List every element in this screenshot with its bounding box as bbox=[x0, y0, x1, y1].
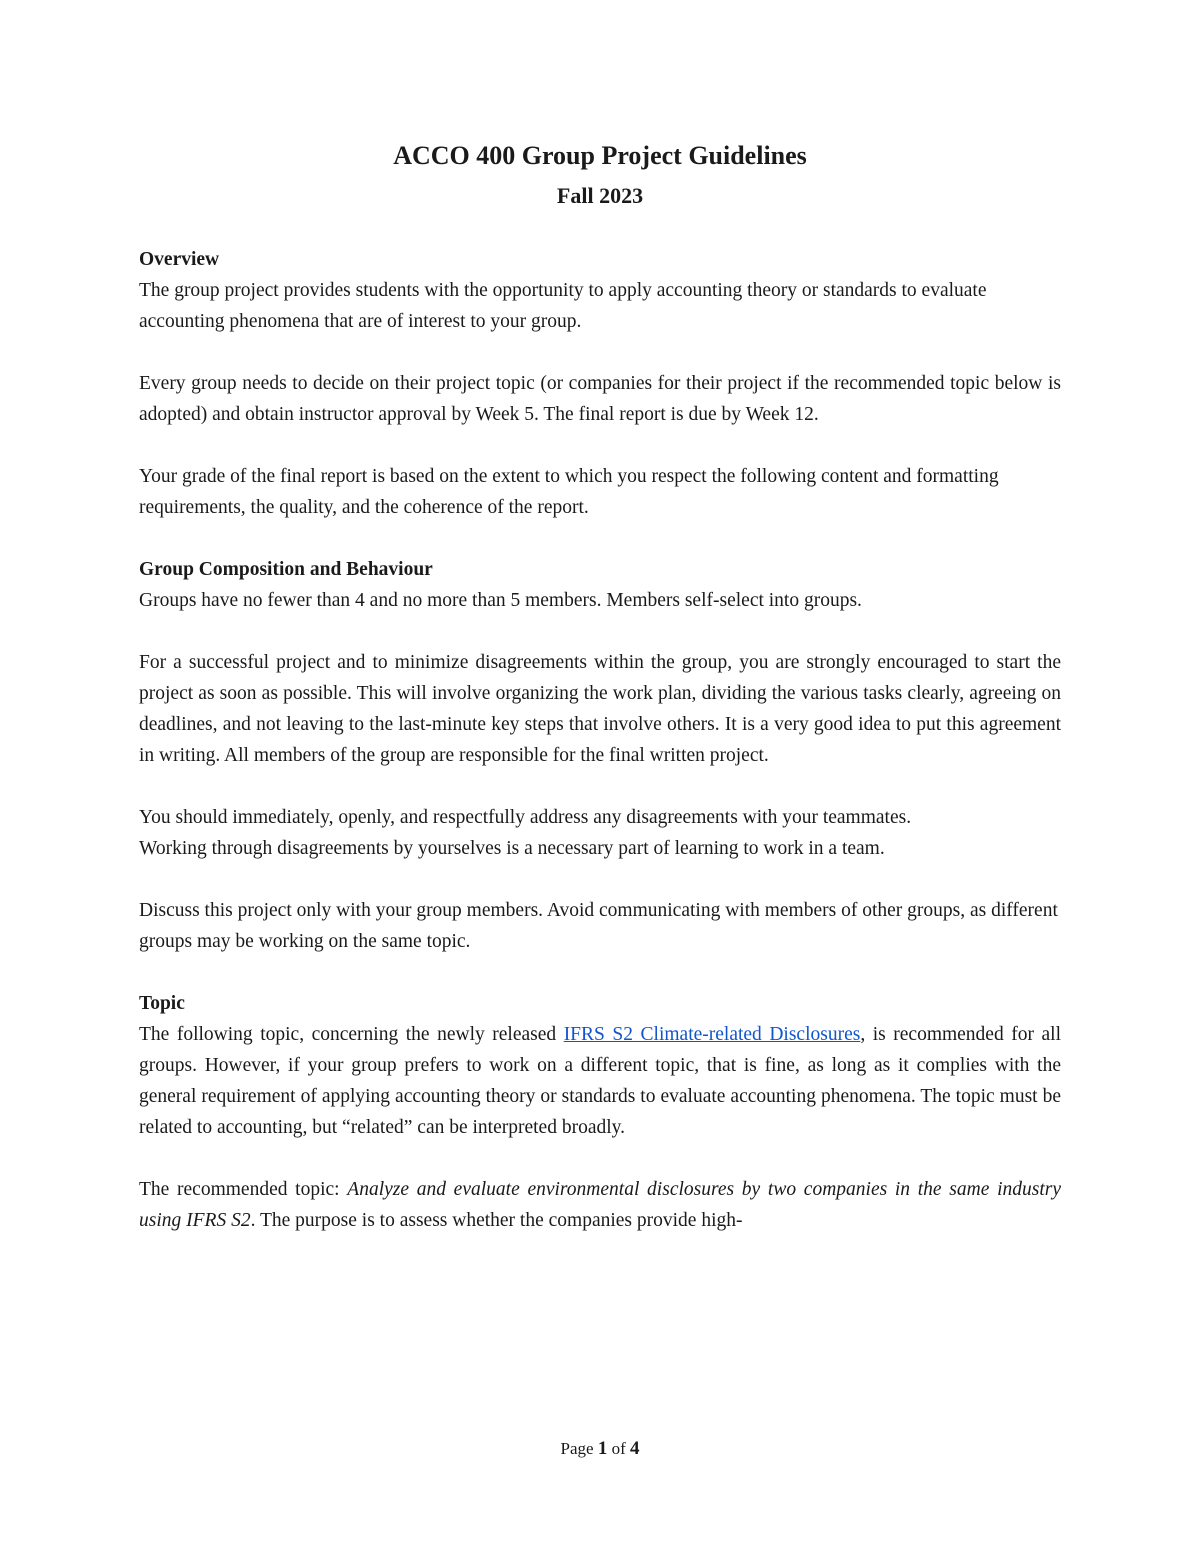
page-number: 1 bbox=[597, 1438, 608, 1459]
topic-paragraph-1 bbox=[139, 1019, 1061, 1143]
overview-heading: Overview bbox=[139, 249, 220, 270]
group-paragraph-4: Working through disagreements by yourselves is a necessary part of learning to work in a team. bbox=[139, 838, 885, 859]
ifrs-s2-link[interactable]: IFRS S2 Climate-related Disclosures bbox=[563, 1024, 861, 1045]
topic-text-after-link: , is recommended for all groups. However, if your group prefers to work on a different topic, that is fine, as long as it complies with the general requirement of applying accounting theory or standards to evaluate accounting phenomena. The topic must be related to accounting, but “related” can be interpreted broadly. bbox=[139, 1024, 1061, 1138]
overview-paragraph-1: The group project provides students with the opportunity to apply accounting theory or standards to evaluate accounting phenomena that are of interest to your group. bbox=[139, 280, 987, 332]
group-paragraph-2: For a successful project and to minimize disagreements within the group, you are strongly encouraged to start the project as soon as possible. This will involve organizing the work plan, dividing the various tasks clearly, agreeing on deadlines, and not leaving to the last-minute key steps that involve others. It is a very good idea to put this agreement in writing. All members of the group are responsible for the final written project. bbox=[139, 652, 1061, 766]
group-paragraph-5: Discuss this project only with your group members. Avoid communicating with members of other groups, as different groups may be working on the same topic. bbox=[139, 900, 1058, 952]
of-label: of bbox=[611, 1439, 626, 1458]
recommended-topic-label: The recommended topic: bbox=[139, 1179, 348, 1200]
topic-paragraph-2 bbox=[139, 1174, 1061, 1236]
group-heading: Group Composition and Behaviour bbox=[139, 559, 433, 580]
document-body bbox=[139, 244, 1061, 1236]
topic-text-before-link: The following topic, concerning the newly released bbox=[139, 1024, 564, 1045]
group-paragraph-3: You should immediately, openly, and respectfully address any disagreements with your teammates. bbox=[139, 807, 912, 828]
overview-paragraph-2: Every group needs to decide on their project topic (or companies for their project if the recommended topic below is adopted) and obtain instructor approval by Week 5. The final report is due by Week 12. bbox=[139, 373, 1061, 425]
recommended-topic-purpose: . The purpose is to assess whether the companies provide high- bbox=[250, 1210, 743, 1231]
document-subtitle: Fall 2023 bbox=[556, 183, 644, 208]
overview-paragraph-3: Your grade of the final report is based on the extent to which you respect the following content and formatting requirements, the quality, and the coherence of the report. bbox=[139, 466, 999, 518]
page-label: Page bbox=[560, 1439, 594, 1458]
page-total: 4 bbox=[629, 1438, 640, 1459]
recommended-topic-text: Analyze and evaluate environmental disclosures by two companies in the same industry using IFRS S2 bbox=[139, 1179, 1061, 1231]
document-title: ACCO 400 Group Project Guidelines bbox=[393, 141, 807, 170]
topic-heading: Topic bbox=[139, 993, 185, 1014]
group-paragraph-1: Groups have no fewer than 4 and no more than 5 members. Members self-select into groups. bbox=[139, 590, 862, 611]
page-footer bbox=[0, 1434, 1200, 1464]
